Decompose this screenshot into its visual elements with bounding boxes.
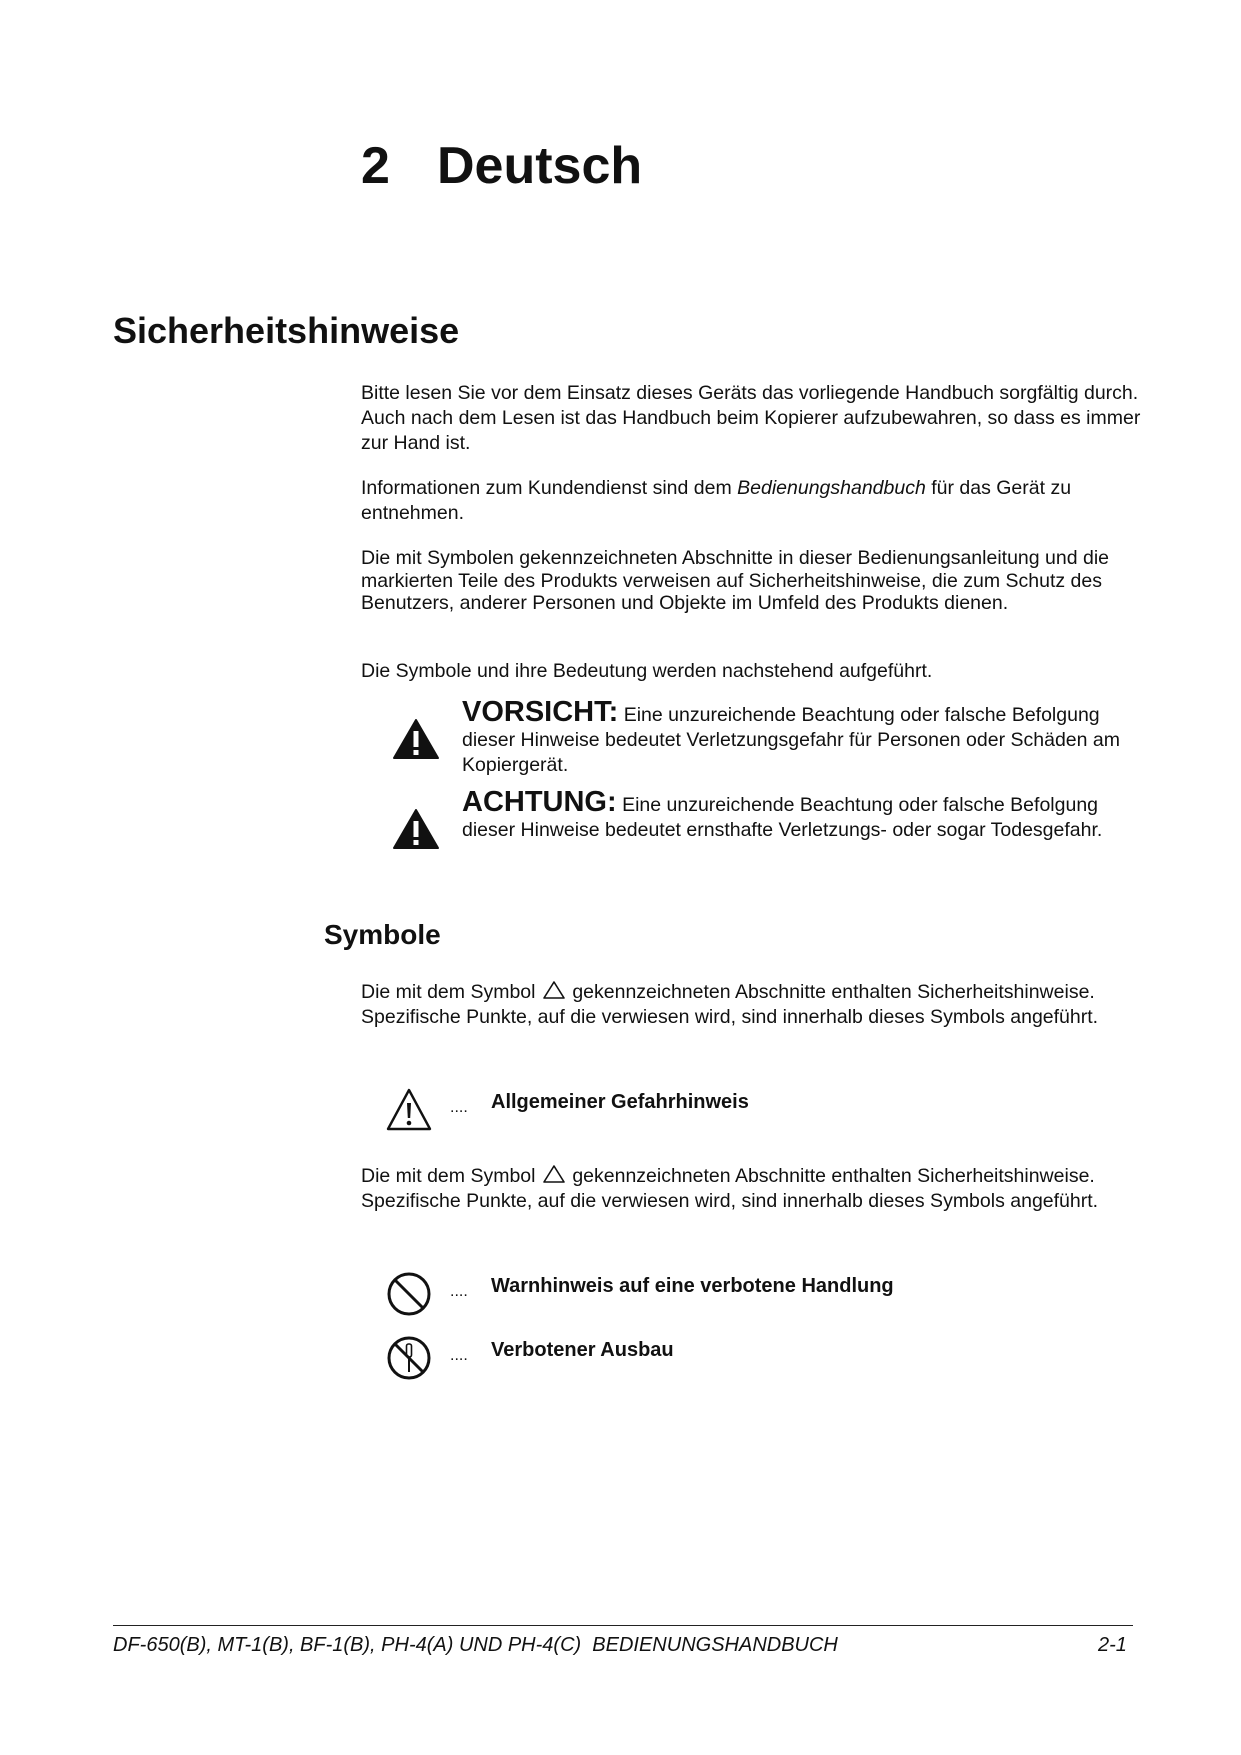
caution-keyword: VORSICHT:	[462, 696, 619, 728]
intro-paragraph-1: Bitte lesen Sie vor dem Einsatz dieses Geräts das vorliegende Handbuch sorgfältig durch. Auch nach dem Lesen ist das Handbuch beim Kopierer aufzubewahren, so dass es immer zur Hand ist.	[361, 382, 1141, 454]
intro-paragraph-3: Die mit Symbolen gekennzeichneten Abschnitte in dieser Bedienungsanleitung und die markierten Teile des Produkts verweisen auf Sicherheitshinweise, die zum Schutz des Benutzers, anderer Personen und Objekte im Umfeld des Produkts dienen.	[361, 547, 1109, 614]
warning-triangle-icon	[392, 808, 440, 850]
outline-triangle-icon	[543, 1165, 565, 1183]
prohibited-icon	[385, 1271, 433, 1317]
warning-description: Eine unzureichende Beachtung oder falsche Befolgung dieser Hinweise bedeutet ernsthafte Verletzungs- oder sogar Todesgefahr.	[462, 794, 1103, 841]
symbol-dots: ....	[450, 1347, 468, 1364]
symbol-no-disassembly	[385, 1335, 1085, 1385]
manual-reference: Bedienungshandbuch	[737, 477, 926, 499]
symbols-desc1-after: gekennzeichneten Abschnitte enthalten Sicherheitshinweise. Spezifische Punkte, auf die verwiesen wird, sind innerhalb dieses Symbols angeführt.	[361, 981, 1099, 1028]
symbol-dots: ....	[450, 1283, 468, 1300]
caution-triangle-icon	[392, 718, 440, 760]
chapter-number: 2	[361, 137, 390, 195]
symbol-general-danger	[385, 1087, 1085, 1137]
symbols-description-2	[361, 1164, 1141, 1214]
symbol-dots: ....	[450, 1099, 468, 1116]
caution-description: Eine unzureichende Beachtung oder falsche Befolgung dieser Hinweise bedeutet Verletzungsgefahr für Personen oder Schäden am Kopiergerät.	[462, 704, 1120, 776]
no-disassembly-icon	[385, 1335, 433, 1381]
section-title: Sicherheitshinweise	[113, 310, 460, 351]
intro-p2-before: Informationen zum Kundendienst sind dem	[361, 477, 738, 499]
no-disassembly-label: Verbotener Ausbau	[491, 1339, 674, 1361]
symbols-desc2-after: gekennzeichneten Abschnitte enthalten Sicherheitshinweise. Spezifische Punkte, auf die verwiesen wird, sind innerhalb dieses Symbols angeführt.	[361, 1165, 1099, 1212]
footer-page-number: 2-1	[1098, 1634, 1127, 1656]
symbol-prohibited-action	[385, 1271, 1085, 1321]
chapter-name: Deutsch	[437, 137, 643, 195]
symbols-desc2-before: Die mit dem Symbol	[361, 1165, 536, 1187]
intro-p2-after: für das Gerät zu entnehmen.	[361, 477, 1072, 524]
general-danger-label: Allgemeiner Gefahrhinweis	[491, 1091, 749, 1113]
intro-paragraph-2	[361, 476, 1141, 526]
symbols-desc1-before: Die mit dem Symbol	[361, 981, 536, 1003]
footer-divider	[113, 1625, 1133, 1626]
intro-paragraph-4: Die Symbole und ihre Bedeutung werden nachstehend aufgeführt.	[361, 660, 933, 682]
caution-text	[462, 696, 1142, 778]
chapter-title	[361, 136, 642, 196]
warning-block	[392, 786, 1152, 880]
warning-text	[462, 786, 1142, 843]
footer-document-title: DF-650(B), MT-1(B), BF-1(B), PH-4(A) UND PH-4(C) BEDIENUNGSHANDBUCH	[113, 1634, 838, 1656]
warning-keyword: ACHTUNG:	[462, 786, 617, 818]
outline-triangle-icon	[543, 981, 565, 999]
prohibited-action-label: Warnhinweis auf eine verbotene Handlung	[491, 1275, 894, 1297]
symbols-heading: Symbole	[324, 919, 441, 950]
general-danger-icon	[385, 1087, 433, 1133]
caution-block	[392, 696, 1152, 790]
symbols-description-1	[361, 980, 1141, 1030]
